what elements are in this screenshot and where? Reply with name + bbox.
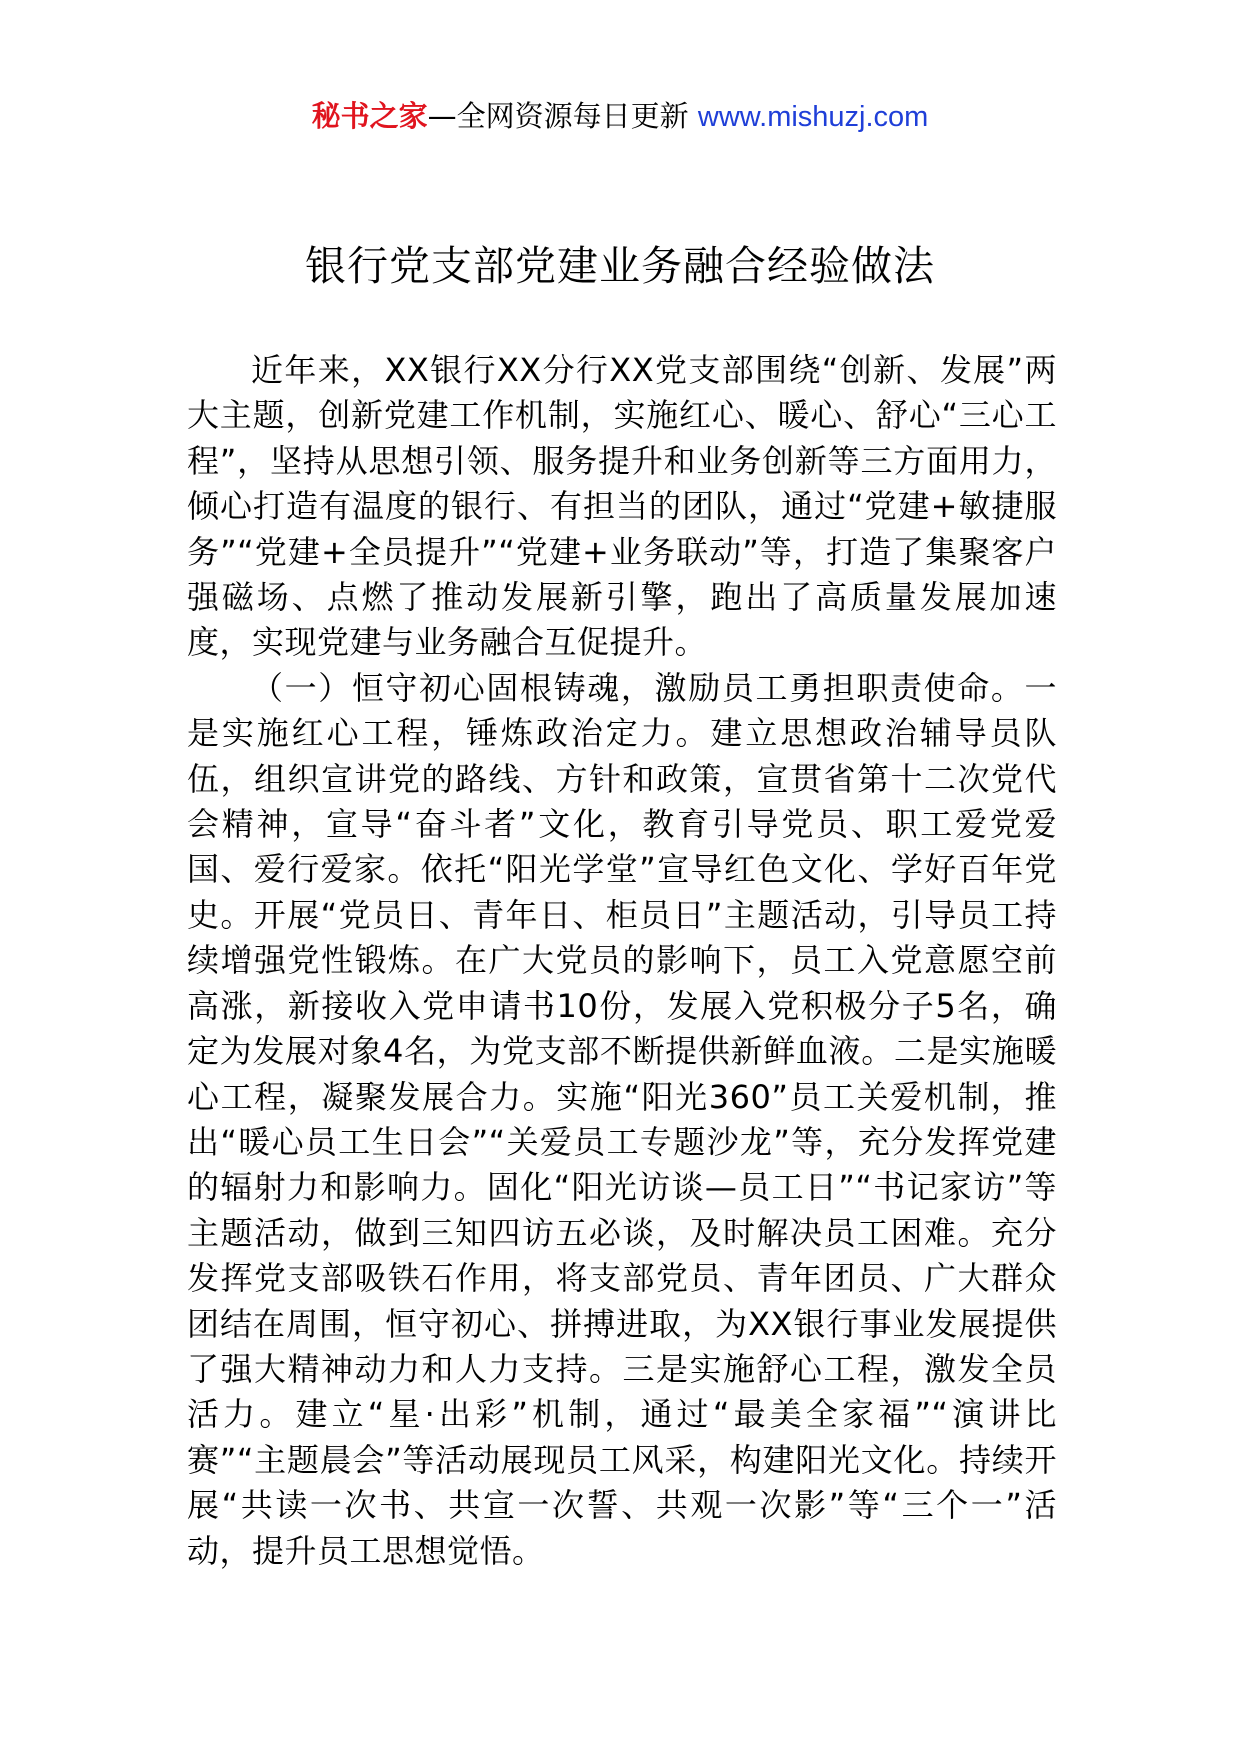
document-title: 银行党支部党建业务融合经验做法 bbox=[305, 242, 935, 290]
brand-name: 秘书之家 bbox=[311, 99, 428, 133]
section-1-paragraph: （一）恒守初心固根铸魂，激励员工勇担职责使命。一是实施红心工程，锤炼政治定力。建立思想政治辅导员队伍，组织宣讲党的路线、方针和政策，宣贯省第十二次党代会精神，宣导“奋斗者”文化，教育引导党员、职工爱党爱国、爱行爱家。依托“阳光学堂”宣导红色文化、学好百年党史。开展“党员日、青年日、柜员日”主题活动，引导员工持续增强党性锻炼。在广大党员的影响下，员工入党意愿空前高涨，新接收入党申请书10份，发展入党积极分子5名，确定为发展对象4名，为党支部不断提供新鲜血液。二是实施暖心工程，凝聚发展合力。实施“阳光360”员工关爱机制，推出“暖心员工生日会”“关爱员工专题沙龙”等，充分发挥党建的辐射力和影响力。固化“阳光访谈—员工日”“书记家访”等主题活动，做到三知四访五必谈，及时解决员工困难。充分发挥党支部吸铁石作用，将支部党员、青年团员、广大群众团结在周围，恒守初心、拼搏进取，为XX银行事业发展提供了强大精神动力和人力支持。三是实施舒心工程，激发全员活力。建立“星·出彩”机制，通过“最美全家福”“演讲比赛”“主题晨会”等活动展现员工风采，构建阳光文化。持续开展“共读一次书、共宣一次誓、共观一次影”等“三个一”活动，提升员工思想觉悟。 bbox=[187, 668, 1057, 1570]
document-body bbox=[187, 348, 1057, 1574]
website-link[interactable]: www.mishuzj.com bbox=[697, 101, 929, 133]
intro-paragraph: 近年来，XX银行XX分行XX党支部围绕“创新、发展”两大主题，创新党建工作机制，实施红心、暖心、舒心“三心工程”，坚持从思想引领、服务提升和业务创新等三方面用力，倾心打造有温度的银行、有担当的团队，通过“党建+敏捷服务”“党建+全员提升”“党建+业务联动”等，打造了集聚客户强磁场、点燃了推动发展新引擎，跑出了高质量发展加速度，实现党建与业务融合互促提升。 bbox=[187, 351, 1057, 662]
site-header bbox=[0, 96, 1240, 137]
header-tagline: —全网资源每日更新 bbox=[427, 99, 689, 133]
